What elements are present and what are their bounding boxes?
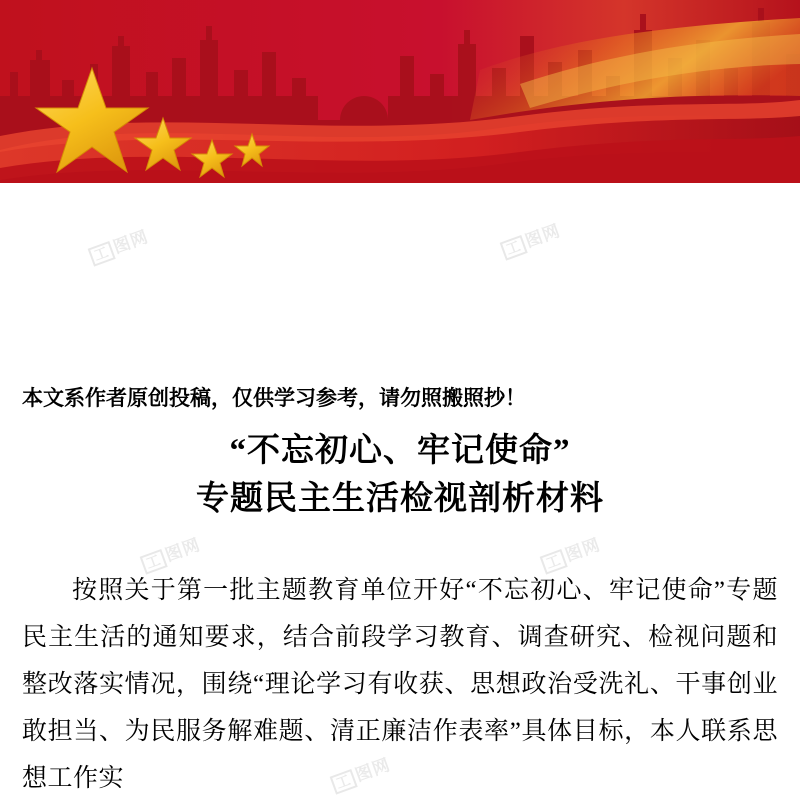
copyright-notice: 本文系作者原创投稿，仅供学习参考，请勿照搬照抄！ [22, 386, 526, 410]
banner-artwork [0, 0, 800, 188]
title-line-1: “不忘初心、牢记使命” [229, 433, 571, 469]
watermark-text: 图网 [352, 755, 394, 786]
watermark-text: 图网 [522, 221, 564, 252]
document-title [22, 427, 778, 523]
watermark-box: 工 [330, 769, 358, 795]
watermark-box: 工 [500, 235, 528, 261]
watermark-box: 工 [140, 549, 168, 575]
header-banner [0, 0, 800, 188]
title-line-2: 专题民主生活检视剖析材料 [196, 481, 604, 517]
watermark-text: 图网 [110, 227, 152, 258]
body-paragraph-1: 按照关于第一批主题教育单位开好“不忘初心、牢记使命”专题民主生活的通知要求，结合前段学习教育、调查研究、检视问题和整改落实情况，围绕“理论学习有收获、思想政治受洗礼、干事创业敢担当、为民服务解难题、清正廉洁作表率”具体目标，本人联系思想工作实 [22, 577, 778, 792]
document-body [0, 188, 800, 802]
watermark-text: 图网 [562, 535, 604, 566]
watermark-text: 图网 [162, 535, 204, 566]
watermark-box: 工 [540, 549, 568, 575]
watermark-box: 工 [88, 241, 116, 267]
